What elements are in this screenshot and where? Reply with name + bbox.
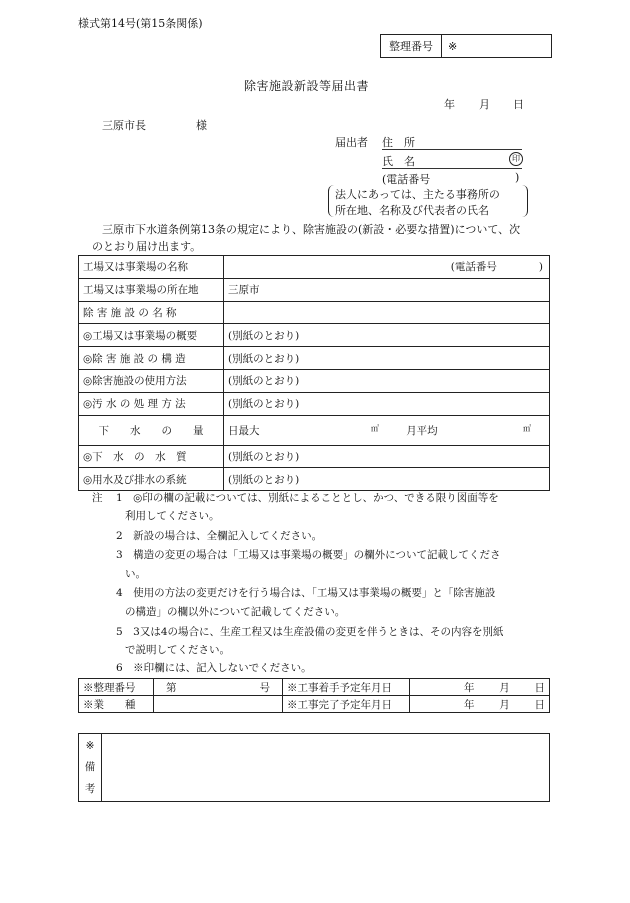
- address-field[interactable]: [382, 134, 522, 150]
- intro-line-1: 三原市下水道条例第13条の規定により、除害施設の(新設・必要な措置)について、次: [102, 223, 521, 236]
- row-value[interactable]: (別紙のとおり): [224, 347, 550, 370]
- start-date-label: ※工事着手予定年月日: [283, 679, 410, 696]
- address-label: 住 所: [382, 136, 415, 149]
- row-label: ◎下 水 の 水 質: [79, 445, 224, 468]
- date-month: 月: [479, 98, 490, 111]
- form-number: 様式第14号(第15条関係): [78, 17, 203, 30]
- row-label: ◎除害施設の使用方法: [79, 369, 224, 392]
- intro-line-2: のとおり届け出ます。: [92, 240, 202, 253]
- remarks-box: [78, 733, 550, 802]
- row-label: 除 害 施 設 の 名 称: [79, 301, 224, 324]
- note-4b: の構造」の欄以外について記載してください。: [125, 606, 346, 618]
- name-label: 氏 名: [382, 155, 415, 168]
- note-1b: 利用してください。: [125, 510, 220, 522]
- end-day: 日: [534, 698, 545, 711]
- monthly-avg-unit: ㎥: [523, 423, 532, 433]
- table-row: [79, 301, 550, 324]
- note-5a: 5 3又は4の場合に、生産工程又は生産設備の変更を伴うときは、その内容を別紙: [116, 626, 504, 638]
- note-1a: 1 ◎印の欄の記載については、別紙によることとし、かつ、できる限り図面等を: [116, 492, 499, 504]
- name-field[interactable]: [382, 153, 522, 169]
- end-month: 月: [499, 698, 510, 711]
- phone-note: (電話番号 ): [450, 261, 543, 274]
- table-row: [79, 278, 550, 301]
- seiri-number-field[interactable]: ※: [448, 39, 458, 53]
- table-row: [79, 392, 550, 415]
- application-table: [78, 255, 550, 491]
- row-label: ◎工場又は事業場の概要: [79, 324, 224, 347]
- table-row: [79, 415, 550, 445]
- corp-note-line-2: 所在地、名称及び代表者の氏名: [335, 204, 489, 217]
- table-row: [79, 445, 550, 468]
- document-title: 除害施設新設等届出書: [244, 79, 370, 93]
- remarks-label: [79, 734, 102, 801]
- row-label: ◎用水及び排水の系統: [79, 468, 224, 491]
- sewage-volume-field[interactable]: [224, 415, 550, 445]
- industry-field[interactable]: [154, 696, 283, 713]
- seiri-number-box: [380, 34, 552, 58]
- monthly-avg-label: 月平均: [406, 424, 438, 437]
- note-3a: 3 構造の変更の場合は「工場又は事業場の概要」の欄外について記載してくださ: [116, 549, 501, 561]
- facility-name-field[interactable]: [224, 256, 550, 279]
- corp-note-line-1: 法人にあっては、主たる事務所の: [335, 188, 500, 201]
- start-month: 月: [499, 681, 510, 694]
- notes-prefix: 注: [92, 492, 103, 504]
- office-number-label: ※整理番号: [79, 679, 154, 696]
- remarks-char-1: ※: [85, 739, 95, 752]
- row-label: 工場又は事業場の名称: [79, 256, 224, 279]
- applicant-label: 届出者: [335, 136, 368, 149]
- start-year: 年: [464, 681, 475, 694]
- office-number-field[interactable]: [154, 679, 283, 696]
- row-label: ◎汚 水 の 処 理 方 法: [79, 392, 224, 415]
- date-year: 年: [444, 98, 455, 111]
- note-4a: 4 使用の方法の変更だけを行う場合は、「工場又は事業場の概要」と「除害施設: [116, 587, 496, 599]
- industry-label: ※業 種: [79, 696, 154, 713]
- seal-text: 印: [512, 154, 520, 163]
- daily-max-unit: ㎥: [370, 423, 379, 433]
- remarks-char-2: 備: [84, 760, 96, 773]
- end-year: 年: [464, 698, 475, 711]
- note-3b: い。: [125, 568, 146, 580]
- addressee-honorific: 様: [196, 119, 207, 132]
- table-row: [79, 679, 550, 696]
- table-row: [79, 256, 550, 279]
- completion-date-field[interactable]: [410, 696, 550, 713]
- table-row: [79, 324, 550, 347]
- start-day: 日: [534, 681, 545, 694]
- addressee-name: 三原市長: [102, 119, 146, 132]
- office-use-table: [78, 678, 550, 713]
- note-2: 2 新設の場合は、全欄記入してください。: [116, 530, 323, 542]
- table-row: [79, 369, 550, 392]
- row-value[interactable]: (別紙のとおり): [224, 369, 550, 392]
- row-value[interactable]: (別紙のとおり): [224, 468, 550, 491]
- phone-label: (電話番号: [382, 173, 431, 186]
- dai-label: 第: [166, 681, 177, 694]
- row-value[interactable]: (別紙のとおり): [224, 445, 550, 468]
- location-field[interactable]: 三原市: [224, 278, 550, 301]
- table-row: [79, 347, 550, 370]
- remarks-field[interactable]: [102, 734, 549, 801]
- abatement-facility-name-field[interactable]: [224, 301, 550, 324]
- row-label: 工場又は事業場の所在地: [79, 278, 224, 301]
- row-label: ◎除 害 施 設 の 構 造: [79, 347, 224, 370]
- note-6: 6 ※印欄には、記入しないでください。: [116, 662, 312, 674]
- table-row: [79, 468, 550, 491]
- completion-date-label: ※工事完了予定年月日: [283, 696, 410, 713]
- table-row: [79, 696, 550, 713]
- daily-max-label: 日最大: [228, 424, 260, 437]
- row-value[interactable]: (別紙のとおり): [224, 324, 550, 347]
- seal-icon: [509, 152, 523, 166]
- go-label: 号: [259, 681, 270, 694]
- row-label: 下 水 の 量: [79, 415, 224, 445]
- start-date-field[interactable]: [410, 679, 550, 696]
- date-day: 日: [513, 98, 524, 111]
- phone-close: ): [515, 171, 520, 184]
- seiri-number-label: 整理番号: [381, 35, 442, 57]
- remarks-char-3: 考: [84, 782, 96, 795]
- row-value[interactable]: (別紙のとおり): [224, 392, 550, 415]
- note-5b: で説明してください。: [125, 644, 230, 656]
